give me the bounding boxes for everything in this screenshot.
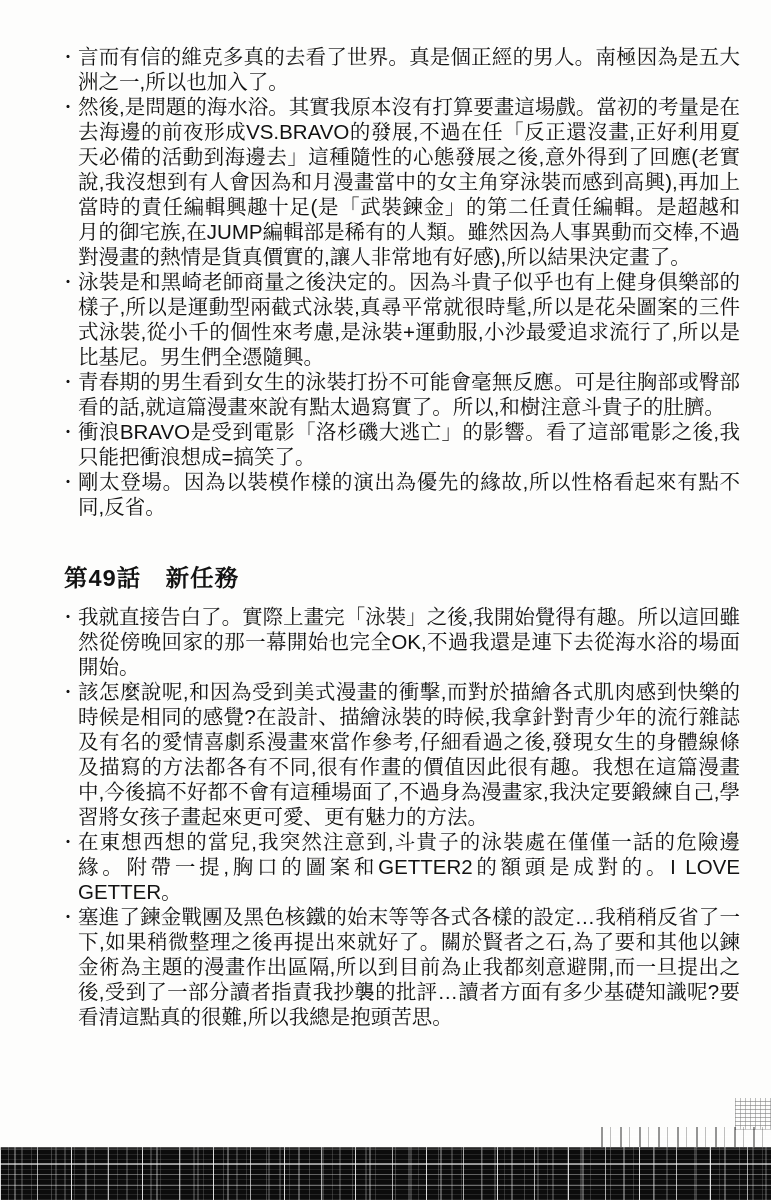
- bullet-item: [59, 470, 740, 520]
- bullet-text: 塞進了鍊金戰團及黑色核鐵的始末等等各式各樣的設定…我稍稍反省了一下,如果稍微整理之後再提出來就好了。關於賢者之石,為了要和其他以鍊金術為主題的漫畫作出區隔,所以到目前為止我都刻意避開,而一旦提出之後,受到了一部分讀者指責我抄襲的批評…讀者方面有多少基礎知識呢?要看清這點真的很難,所以我總是抱頭苦思。: [78, 906, 740, 1029]
- bullet-text: 該怎麼說呢,和因為受到美式漫畫的衝擊,而對於描繪各式肌肉感到快樂的時候是相同的感覺?在設計、描繪泳裝的時候,我拿針對青少年的流行雜誌及有名的愛情喜劇系漫畫來當作參考,仔細看過之後,發現女生的身體線條及描寫的方法都各有不同,很有作畫的價值因此很有趣。我想在這篇漫畫中,今後搞不好都不會有這種場面了,不過身為漫畫家,我決定要鍛練自己,學習將女孩子畫起來更可愛、更有魅力的方法。: [78, 681, 740, 829]
- bullet-item: [59, 605, 740, 680]
- bullet-item: [59, 45, 740, 95]
- scan-noise-patch: [601, 1127, 771, 1147]
- bullet-marker: ・: [59, 473, 77, 492]
- bullet-text: 然後,是問題的海水浴。其實我原本沒有打算要畫這場戲。當初的考量是在去海邊的前夜形成VS.BRAVO的發展,不過在任「反正還沒畫,正好利用夏天必備的活動到海邊去」這種隨性的心態發展之後,意外得到了回應(老實說,我沒想到有人會因為和月漫畫當中的女主角穿泳裝而感到高興),再加上當時的責任編輯興趣十足(是「武裝鍊金」的第二任責任編輯。是超越和月的御宅族,在JUMP編輯部是稀有的人類。雖然因為人事異動而交棒,不過對漫畫的熱情是貨真價實的,讓人非常地有好感),所以結果決定畫了。: [78, 96, 740, 269]
- bullet-marker: ・: [59, 98, 77, 117]
- afterword-text-column: [59, 45, 740, 1030]
- bullet-item: [59, 95, 740, 270]
- bullet-marker: ・: [59, 273, 77, 292]
- bullet-item: [59, 680, 740, 830]
- bullet-marker: ・: [59, 608, 77, 627]
- bullet-text: 剛太登場。因為以裝模作樣的演出為優先的緣故,所以性格看起來有點不同,反省。: [78, 471, 740, 519]
- bullet-item: [59, 420, 740, 470]
- bullet-text: 青春期的男生看到女生的泳裝打扮不可能會毫無反應。可是往胸部或臀部看的話,就這篇漫畫來說有點太過寫實了。所以,和樹注意斗貴子的肚臍。: [78, 371, 740, 419]
- bullet-marker: ・: [59, 908, 77, 927]
- bullet-item: [59, 830, 740, 905]
- bullet-marker: ・: [59, 373, 77, 392]
- bullet-marker: ・: [59, 833, 77, 852]
- scan-artifact-band: [0, 1147, 771, 1200]
- bullet-item: [59, 905, 740, 1030]
- bullet-marker: ・: [59, 683, 77, 702]
- scan-noise-corner: [735, 1098, 771, 1130]
- commentary-section-1: [59, 45, 740, 520]
- bullet-marker: ・: [59, 48, 77, 67]
- chapter-heading: 第49話 新任務: [64, 565, 240, 591]
- bullet-text: 我就直接告白了。實際上畫完「泳裝」之後,我開始覺得有趣。所以這回雖然從傍晚回家的那一幕開始也完全OK,不過我還是連下去從海水浴的場面開始。: [78, 606, 740, 679]
- commentary-section-2: [59, 564, 740, 1030]
- bullet-text: 衝浪BRAVO是受到電影「洛杉磯大逃亡」的影響。看了這部電影之後,我只能把衝浪想成=搞笑了。: [78, 421, 740, 469]
- bullet-list: [59, 45, 740, 520]
- bullet-item: [59, 370, 740, 420]
- bullet-text: 在東想西想的當兒,我突然注意到,斗貴子的泳裝處在僅僅一話的危險邊緣。附帶一提,胸口的圖案和GETTER2的額頭是成對的。I LOVE GETTER。: [78, 831, 740, 904]
- bullet-text: 言而有信的維克多真的去看了世界。真是個正經的男人。南極因為是五大洲之一,所以也加入了。: [78, 46, 740, 94]
- bullet-item: [59, 270, 740, 370]
- bullet-text: 泳裝是和黑崎老師商量之後決定的。因為斗貴子似乎也有上健身俱樂部的樣子,所以是運動型兩截式泳裝,真尋平常就很時髦,所以是花朵圖案的三件式泳裝,從小千的個性來考慮,是泳裝+運動服,小沙最愛追求流行了,所以是比基尼。男生們全憑隨興。: [78, 271, 740, 369]
- bullet-marker: ・: [59, 423, 77, 442]
- bullet-list: [59, 605, 740, 1030]
